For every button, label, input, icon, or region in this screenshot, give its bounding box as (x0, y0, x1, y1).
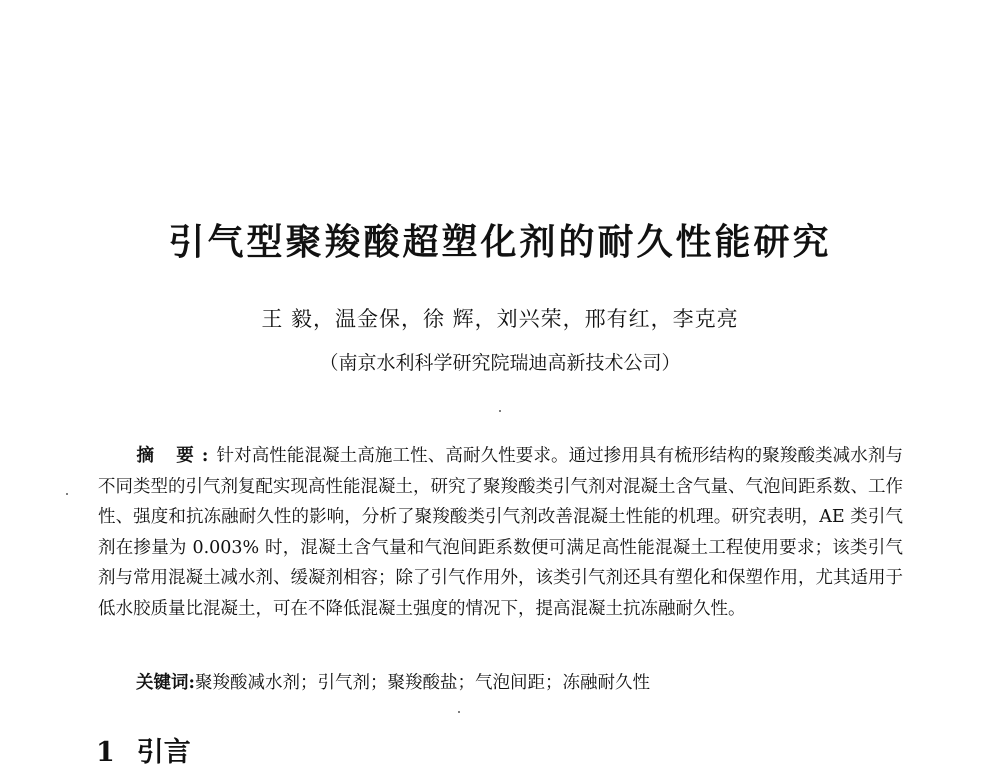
scan-speck (66, 493, 68, 495)
affiliation: （南京水利科学研究院瑞迪高新技术公司） (319, 352, 681, 374)
scan-speck (499, 410, 501, 412)
keywords-label: 关键词: (136, 673, 195, 693)
keywords-text: 聚羧酸减水剂；引气剂；聚羧酸盐；气泡间距；冻融耐久性 (194, 673, 650, 693)
scan-speck (458, 711, 460, 713)
abstract (98, 441, 903, 624)
section-number: 1 (96, 737, 115, 768)
abstract-text: 针对高性能混凝土高施工性、高耐久性要求。通过掺用具有梳形结构的聚羧酸类减水剂与不同类型的引气剂复配实现高性能混凝土，研究了聚羧酸类引气剂对混凝土含气量、气泡间距系数、工作性、强度和抗冻融耐久性的影响，分析了聚羧酸类引气剂改善混凝土性能的机理。研究表明，AE 类引气剂在掺量为 0.003% 时，混凝土含气量和气泡间距系数便可满足高性能混凝土工程使用要求；该类引气剂与常用混凝土减水剂、缓凝剂相容；除了引气作用外，该类引气剂还具有塑化和保塑作用，尤其适用于低水胶质量比混凝土，可在不降低混凝土强度的情况下，提高混凝土抗冻融耐久性。 (98, 446, 903, 619)
section-title: 引言 (136, 737, 191, 768)
abstract-label: 摘 要: (136, 446, 217, 466)
author-list: 王 毅，温金保，徐 辉，刘兴荣，邢有红，李克亮 (261, 307, 739, 331)
keywords (136, 669, 903, 697)
paper-title: 引气型聚羧酸超塑化剂的耐久性能研究 (168, 221, 832, 263)
section-heading (96, 730, 191, 769)
